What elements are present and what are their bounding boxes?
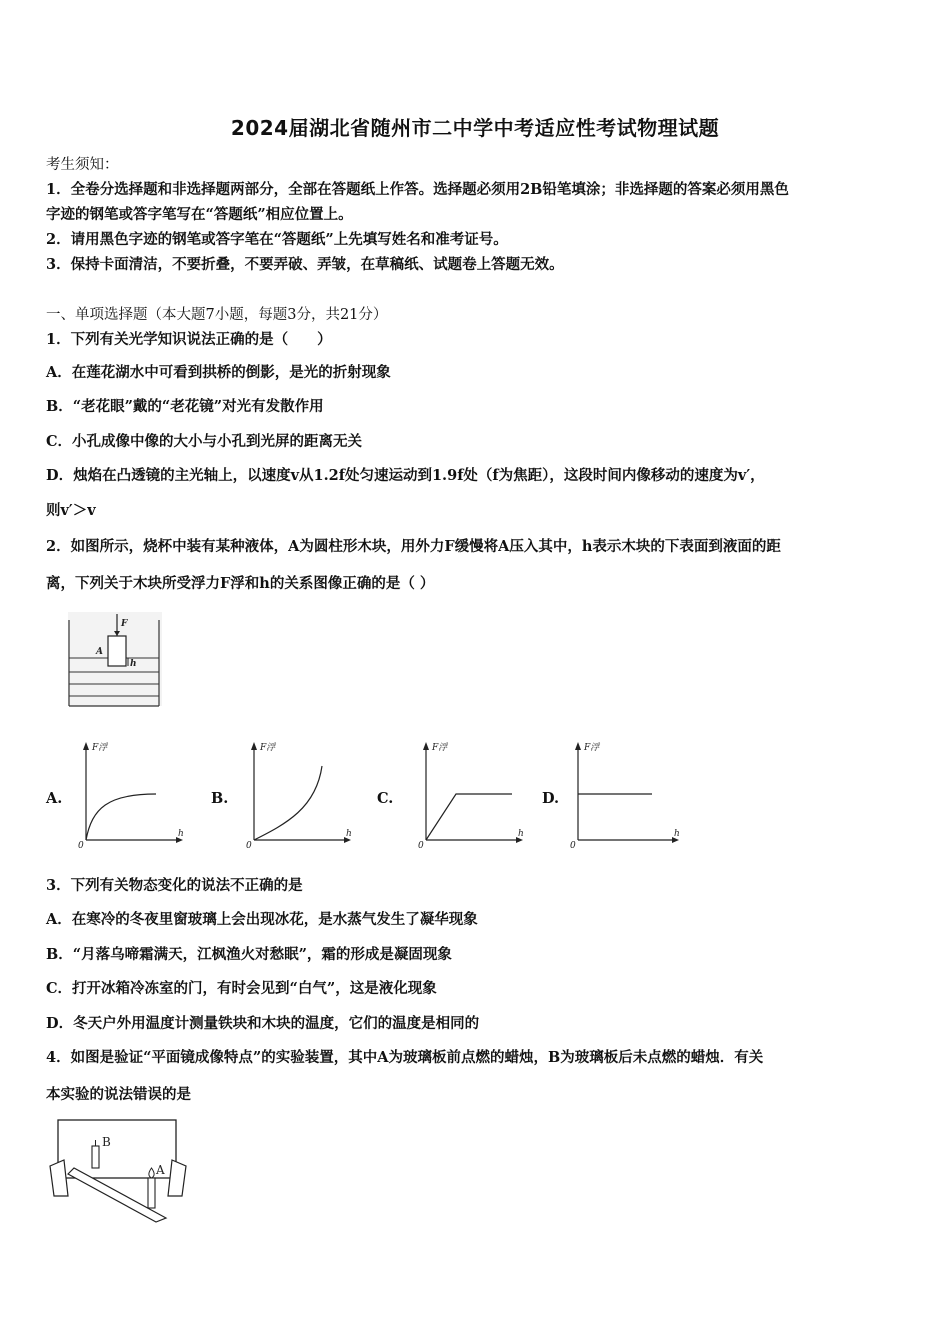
q1-option-d-2: 则v′＞v	[46, 502, 96, 519]
notice-heading: 考生须知：	[46, 157, 119, 173]
block-a	[108, 636, 126, 666]
q2-option-a-label: A.	[46, 790, 63, 807]
depth-label: h	[130, 659, 137, 669]
q2-graph-a	[78, 738, 188, 853]
curve-a	[86, 794, 156, 840]
q2-stem-1: 2．如图所示，烧杯中装有某种液体，A为圆柱形木块，用外力F缓慢将A压入其中，h表示木块的下表面到液面的距	[46, 538, 781, 555]
notice-line-1b: 字迹的钢笔或答字笔写在“答题纸”相应位置上。	[46, 206, 353, 223]
candle-b	[92, 1146, 99, 1168]
q3-stem: 3．下列有关物态变化的说法不正确的是	[46, 877, 303, 894]
force-label: F	[121, 619, 128, 629]
block-label: A	[96, 647, 103, 657]
q1-option-a: A．在莲花湖水中可看到拱桥的倒影，是光的折射现象	[46, 364, 391, 381]
y-label-d: F浮	[584, 743, 600, 753]
x-label-a: h	[178, 829, 184, 839]
notice-line-3: 3．保持卡面清洁，不要折叠，不要弄破、弄皱，在草稿纸、试题卷上答题无效。	[46, 256, 564, 273]
candle-a-label: A	[156, 1163, 165, 1177]
q1-option-d-1: D．烛焰在凸透镜的主光轴上，以速度v从1.2f处匀速运动到1.9f处（f为焦距），这段时间内像移动的速度为v′，	[46, 467, 765, 484]
candle-a	[148, 1178, 155, 1208]
x-label-b: h	[346, 829, 352, 839]
q4-stem-2: 本实验的说法错误的是	[46, 1086, 191, 1103]
q2-option-c-label: C.	[377, 790, 394, 807]
q1-option-b: B．“老花眼”戴的“老花镜”对光有发散作用	[46, 398, 324, 415]
q4-stem-1: 4．如图是验证“平面镜成像特点”的实验装置，其中A为玻璃板前点燃的蜡烛，B为玻璃板后未点燃的蜡烛．有关	[46, 1049, 764, 1066]
y-label-a: F浮	[92, 743, 108, 753]
curve-b	[254, 766, 322, 840]
q3-option-d: D．冬天户外用温度计测量铁块和木块的温度，它们的温度是相同的	[46, 1015, 480, 1032]
q1-stem: 1．下列有关光学知识说法正确的是（ ）	[46, 331, 332, 348]
curve-c	[426, 794, 512, 840]
q2-graph-d	[570, 738, 685, 853]
q2-option-b-label: B.	[211, 790, 229, 807]
x-label-d: h	[674, 829, 680, 839]
flame-icon	[149, 1168, 154, 1178]
q2-option-d-label: D.	[542, 790, 560, 807]
notice-line-1a: 1．全卷分选择题和非选择题两部分，全部在答题纸上作答。选择题必须用2B铅笔填涂；非选择题的答案必须用黑色	[46, 181, 789, 198]
q3-option-b: B．“月落乌啼霜满天，江枫渔火对愁眠”，霜的形成是凝固现象	[46, 946, 452, 963]
q3-option-a: A．在寒冷的冬夜里窗玻璃上会出现冰花，是水蒸气发生了凝华现象	[46, 911, 478, 928]
q2-graph-b	[246, 738, 356, 853]
q2-graph-c	[418, 738, 528, 853]
notice-line-2: 2．请用黑色字迹的钢笔或答字笔在“答题纸”上先填写姓名和准考证号。	[46, 231, 508, 248]
x-label-c: h	[518, 829, 524, 839]
q2-beaker-figure	[66, 610, 166, 710]
origin-b: 0	[246, 841, 252, 851]
origin-a: 0	[78, 841, 84, 851]
page-title: 2024届湖北省随州市二中学中考适应性考试物理试题	[230, 116, 720, 140]
q4-mirror-apparatus	[44, 1116, 194, 1228]
y-label-c: F浮	[432, 743, 448, 753]
section-heading: 一、单项选择题（本大题7小题，每题3分，共21分）	[46, 307, 388, 323]
origin-c: 0	[418, 841, 424, 851]
q2-stem-2: 离，下列关于木块所受浮力F浮和h的关系图像正确的是（ ）	[46, 575, 435, 592]
q3-option-c: C．打开冰箱冷冻室的门，有时会见到“白气”，这是液化现象	[46, 980, 437, 997]
q1-option-c: C．小孔成像中像的大小与小孔到光屏的距离无关	[46, 433, 363, 450]
candle-b-label: B	[102, 1135, 111, 1149]
origin-d: 0	[570, 841, 576, 851]
y-label-b: F浮	[260, 743, 276, 753]
